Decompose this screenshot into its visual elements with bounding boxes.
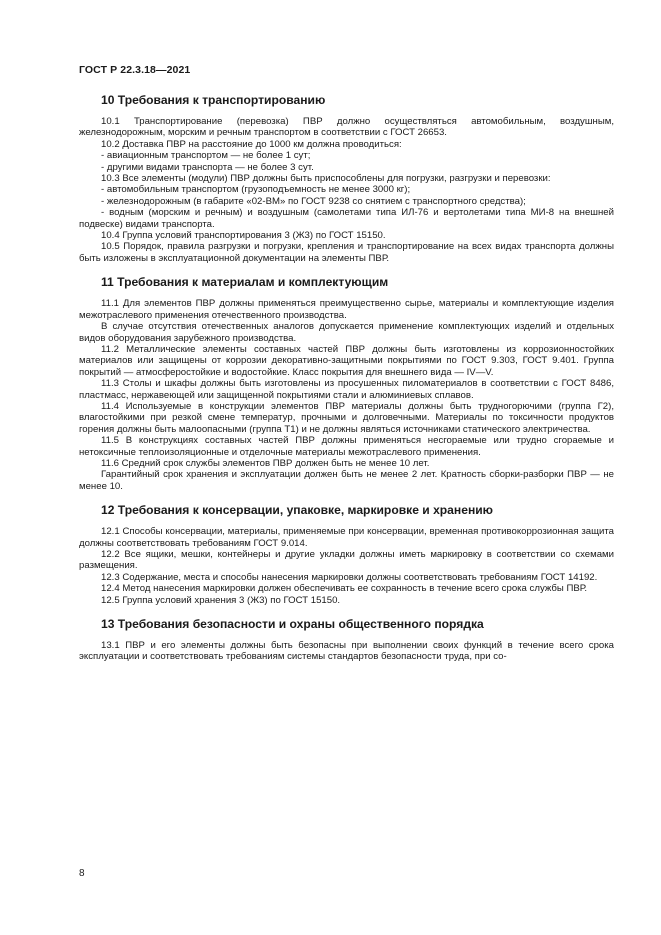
paragraph: - автомобильным транспортом (грузоподъемность не менее 3000 кг);	[101, 184, 411, 196]
paragraph: 10.5 Порядок, правила разгрузки и погрузки, крепления и транспортирование на всех видах транспорта должны быть изложены в эксплуатационной документации на элементы ПВР.	[79, 241, 614, 264]
paragraph: В случае отсутствия отечественных аналогов допускается применение комплектующих изделий и отдельных видов оборудования зарубежного производства.	[79, 321, 614, 344]
section	[79, 275, 614, 492]
paragraph: 12.3 Содержание, места и способы нанесения маркировки должны соответствовать требованиям ГОСТ 14192.	[101, 571, 598, 583]
section	[79, 617, 614, 663]
paragraph: 11.3 Столы и шкафы должны быть изготовлены из просушенных пиломатериалов в соответствии с ГОСТ 8486, пластмасс, нержавеющей или защищенной покрытиями стали и алюминиевых сплавов.	[79, 378, 614, 401]
section-title: 12 Требования к консервации, упаковке, маркировке и хранению	[101, 503, 494, 518]
paragraph: 10.3 Все элементы (модули) ПВР должны быть приспособлены для погрузки, разгрузки и перевозки:	[101, 173, 551, 185]
paragraph: - другими видами транспорта — не более 3 сут.	[101, 161, 314, 173]
page-number: 8	[79, 868, 85, 879]
paragraph: 11.5 В конструкциях составных частей ПВР должны применяться несгораемые или трудно сгораемые и нетоксичные теплоизоляционные и отделочные материалы межотраслевого применения.	[79, 435, 614, 458]
paragraph: 11.2 Металлические элементы составных частей ПВР должны быть изготовлены из коррозионностойких материалов или защищены от коррозии декоративно-защитными покрытиями по ГОСТ 9.303, ГОСТ 9.401. Группа покрытий — атмосферостойкие и водостойкие. Класс покрытия для внешнего вида — IV—V.	[79, 343, 614, 378]
section-title: 11 Требования к материалам и комплектующим	[101, 275, 389, 290]
paragraph: 11.4 Используемые в конструкции элементов ПВР материалы должны быть трудногорючими (группа Г2), влагостойкими при резкой смене температур, прочными и долговечными. Материалы по токсичности продуктов горения должны быть малоопасными (группа Т1) и не должны являться источниками статического электричества.	[79, 400, 614, 435]
paragraph: 11.1 Для элементов ПВР должны применяться преимущественно сырье, материалы и комплектующие изделия межотраслевого применения отечественного производства.	[79, 298, 614, 321]
paragraph: - авиационным транспортом — не более 1 сут;	[101, 150, 311, 162]
paragraph: 10.4 Группа условий транспортирования 3 (Ж3) по ГОСТ 15150.	[101, 230, 386, 242]
section	[79, 93, 614, 264]
section	[79, 503, 614, 606]
document-code: ГОСТ Р 22.3.18—2021	[79, 64, 191, 76]
paragraph: - водным (морским и речным) и воздушным (самолетами типа ИЛ-76 и вертолетами типа МИ-8 на внешней подвеске) видами транспорта.	[79, 207, 614, 230]
paragraph: 12.1 Способы консервации, материалы, применяемые при консервации, временная противокоррозионная защита должны соответствовать требованиям ГОСТ 9.014.	[79, 526, 614, 549]
paragraph: 13.1 ПВР и его элементы должны быть безопасны при выполнении своих функций в течение всего срока эксплуатации и соответствовать требованиям системы стандартов безопасности труда, при со-	[79, 640, 614, 663]
paragraph: 12.2 Все ящики, мешки, контейнеры и другие укладки должны иметь маркировку в соответствии со схемами размещения.	[79, 549, 614, 572]
paragraph: 10.1 Транспортирование (перевозка) ПВР должно осуществляться автомобильным, воздушным, железнодорожным, морским и речным транспортом в соответствии с ГОСТ 26653.	[79, 116, 614, 139]
paragraph: - железнодорожным (в габарите «02-ВМ» по ГОСТ 9238 со снятием с транспортного средства);	[101, 195, 526, 207]
paragraph: 12.4 Метод нанесения маркировки должен обеспечивать ее сохранность в течение всего срока службы ПВР.	[101, 583, 587, 595]
paragraph: Гарантийный срок хранения и эксплуатации должен быть не менее 2 лет. Кратность сборки-разборки ПВР — не менее 10.	[79, 469, 614, 492]
paragraph: 11.6 Средний срок службы элементов ПВР должен быть не менее 10 лет.	[101, 457, 430, 469]
document-body	[79, 82, 614, 663]
paragraph: 12.5 Группа условий хранения 3 (Ж3) по ГОСТ 15150.	[101, 594, 341, 606]
section-title: 13 Требования безопасности и охраны общественного порядка	[101, 617, 484, 632]
paragraph: 10.2 Доставка ПВР на расстояние до 1000 км должна проводиться:	[101, 138, 402, 150]
section-title: 10 Требования к транспортированию	[101, 93, 326, 107]
